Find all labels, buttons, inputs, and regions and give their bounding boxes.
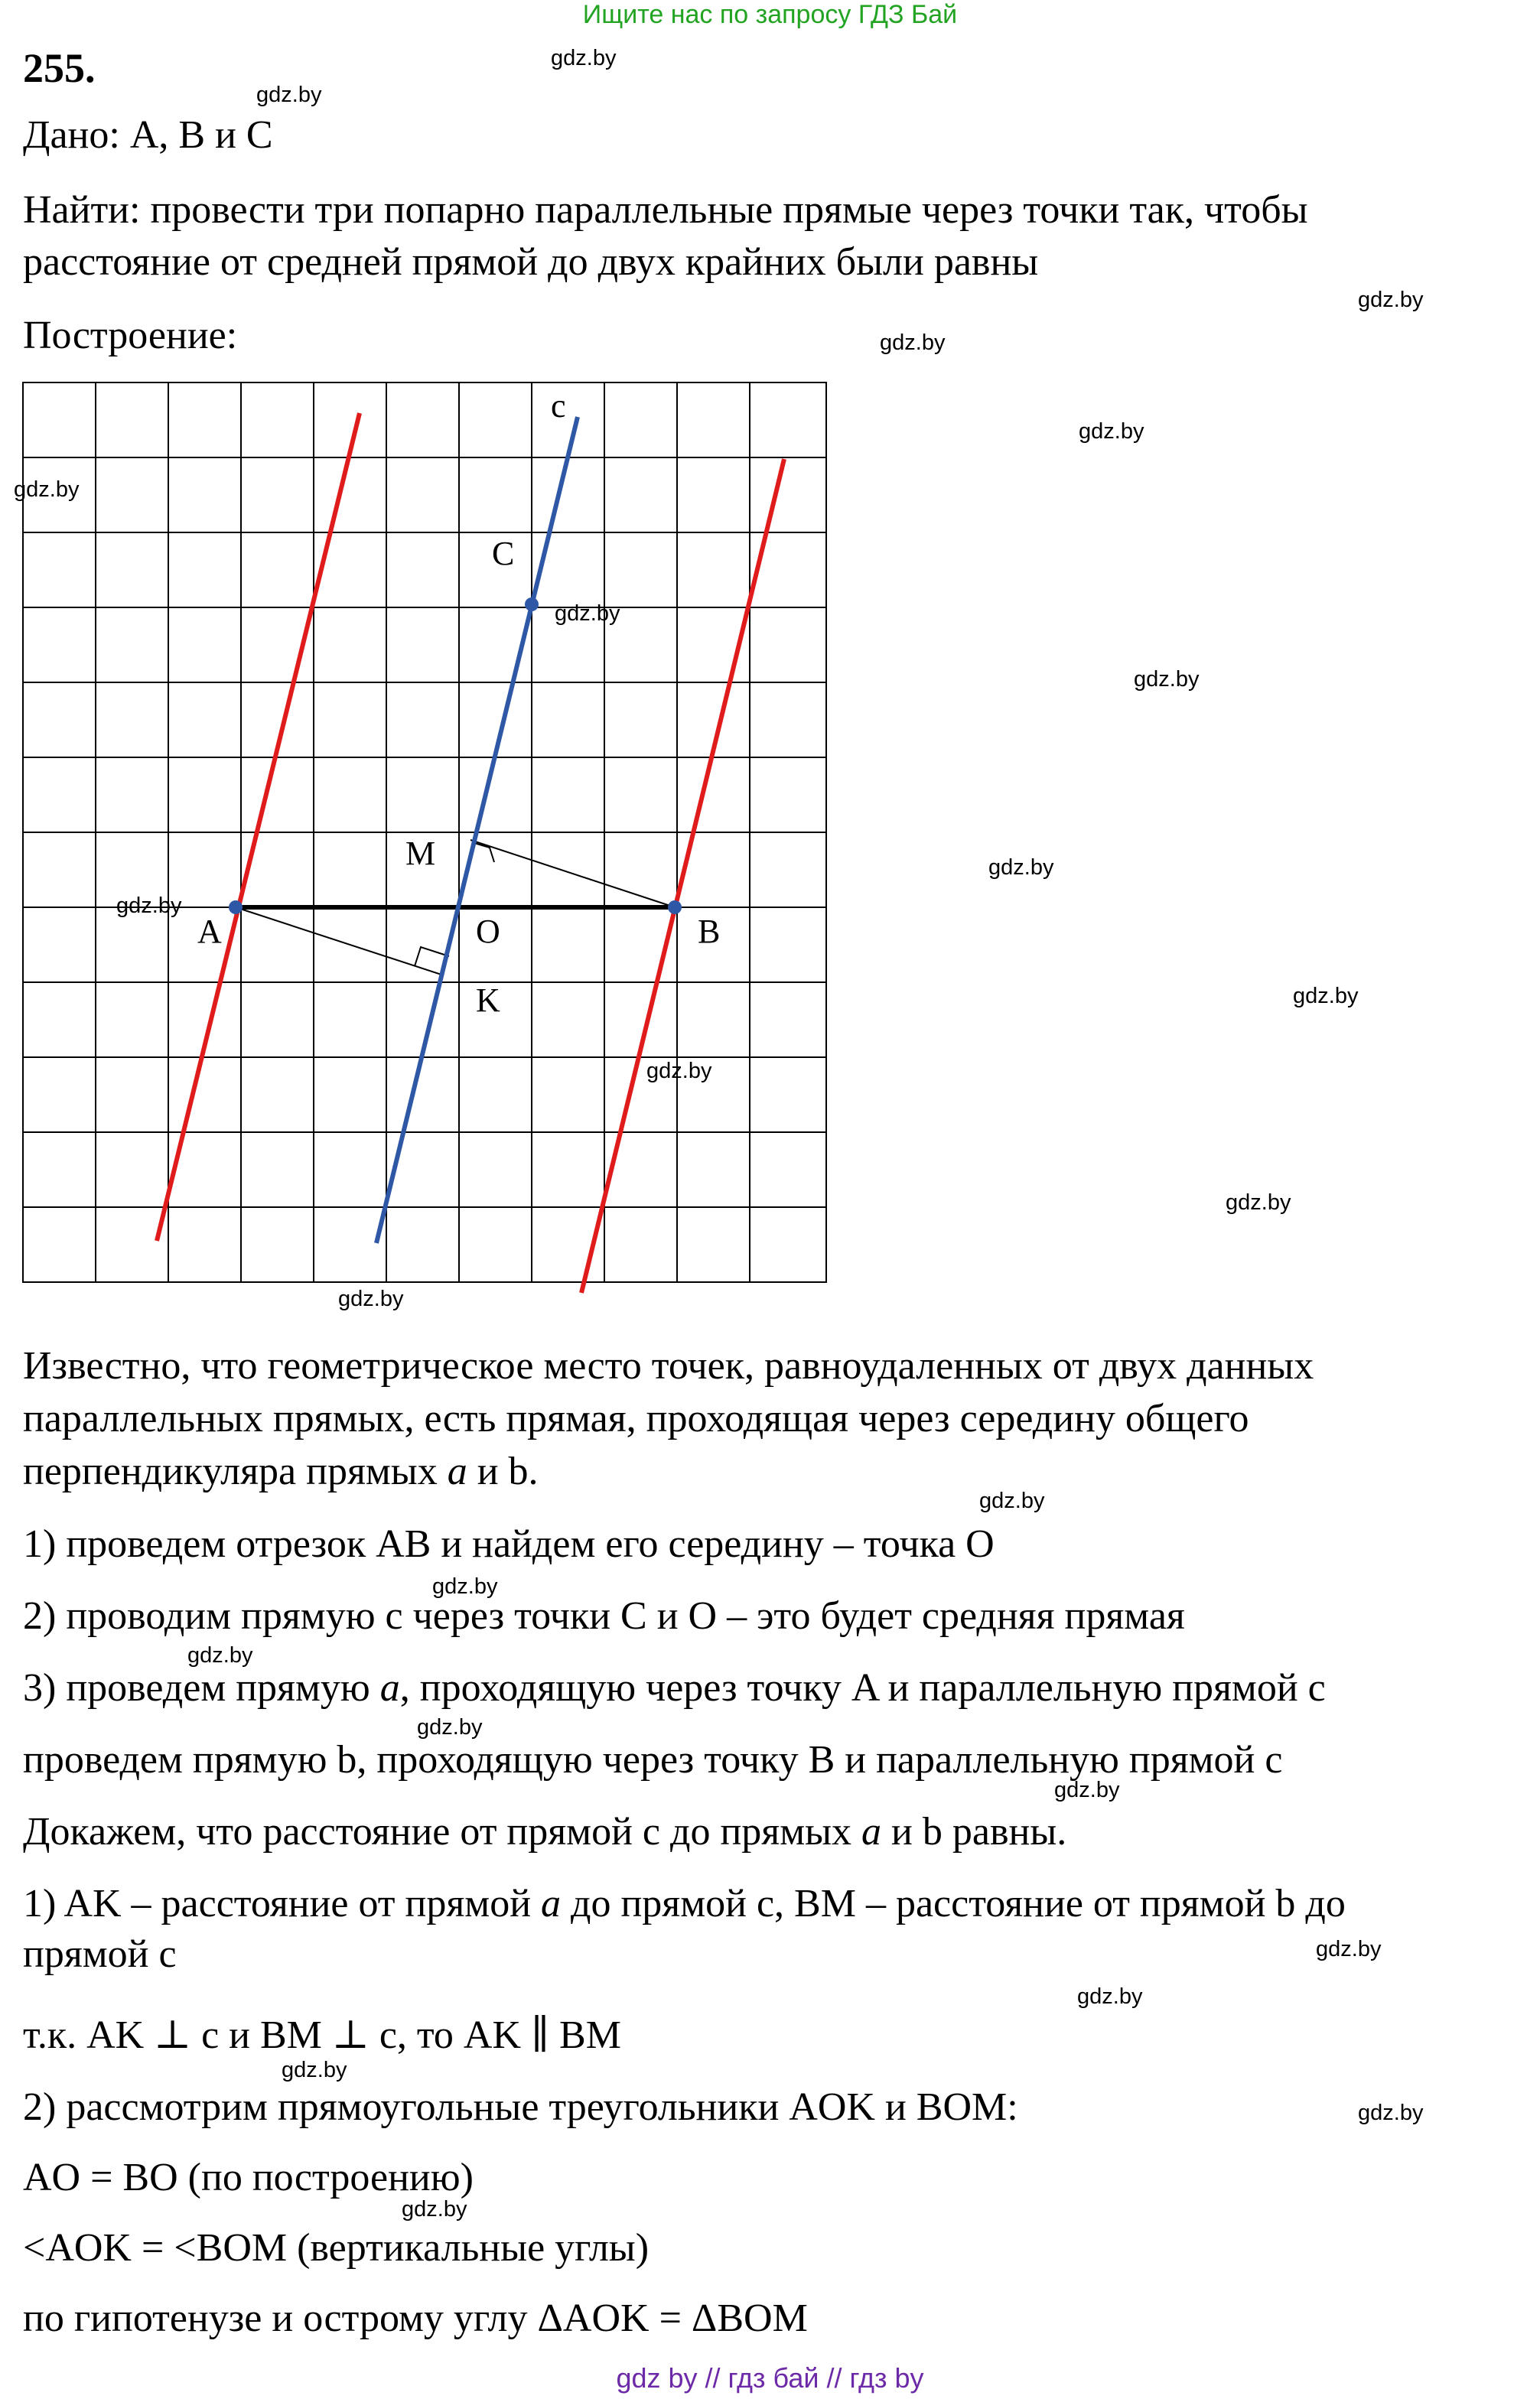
watermark: gdz.by [282, 2058, 347, 2082]
grid [23, 382, 826, 1282]
line-a [157, 413, 360, 1241]
proof-2: 2) рассмотрим прямоугольные треугольники AOK и BOM: [23, 2085, 1018, 2129]
prove-part-b: и b равны. [881, 1810, 1067, 1854]
proof-angles: <AOK = <BOM (вертикальные углы) [23, 2226, 650, 2270]
label-m: M [405, 835, 436, 872]
proof-conclusion: по гипотенузе и острому углу ΔAOK = ΔBOM [23, 2296, 808, 2340]
label-a: A [197, 913, 222, 950]
watermark: gdz.by [1134, 667, 1200, 692]
watermark: gdz.by [880, 330, 946, 355]
watermark: gdz.by [1077, 1984, 1143, 2009]
label-o: O [476, 913, 500, 950]
line-b [581, 459, 784, 1293]
search-note: Ищите нас по запросу ГДЗ Бай [582, 0, 958, 29]
proof-ao-bo: AO = BO (по построению) [23, 2156, 474, 2199]
segment-bm [470, 840, 675, 907]
label-b: B [698, 913, 721, 950]
paragraph-line-3 [23, 1448, 539, 1496]
p1-italic: a [447, 1450, 467, 1493]
watermark: gdz.by [551, 46, 617, 70]
right-angle-m [474, 843, 494, 862]
watermark: gdz.by [979, 1489, 1045, 1513]
watermark: gdz.by [1358, 288, 1424, 312]
proof-1-line-2: прямой c [23, 1932, 177, 1976]
prove-part-a: Докажем, что расстояние от прямой c до прямых [23, 1810, 862, 1854]
step-3 [23, 1665, 1326, 1712]
line-c [376, 417, 578, 1243]
label-c: c [551, 387, 566, 425]
watermark: gdz.by [187, 1643, 253, 1668]
prove-italic: a [861, 1810, 882, 1854]
watermark: gdz.by [1293, 984, 1359, 1008]
given-line: Дано: А, В и С [23, 113, 273, 157]
point-b [668, 900, 682, 914]
watermark: gdz.by [1316, 1937, 1382, 1961]
find-line-2: расстояние от средней прямой до двух крайних были равны [23, 240, 1039, 284]
point-c [525, 597, 539, 611]
watermark: gdz.by [338, 1287, 404, 1311]
problem-number: 255. [23, 45, 96, 91]
watermark: gdz.by [432, 1574, 498, 1599]
p1-part-b: и b. [467, 1450, 539, 1493]
s3-part-b: , проходящую через точку A и параллельную прямой c [399, 1666, 1326, 1710]
segment-ak [236, 907, 444, 975]
watermark: gdz.by [1358, 2101, 1424, 2125]
watermark: gdz.by [402, 2197, 467, 2222]
watermark: gdz.by [646, 1059, 712, 1083]
s3-part-a: 3) проведем прямую [23, 1666, 380, 1710]
watermark: gdz.by [417, 1715, 483, 1740]
paragraph-line-1: Известно, что геометрическое место точек, равноудаленных от двух данных [23, 1344, 1314, 1388]
step-4: проведем прямую b, проходящую через точку B и параллельную прямой c [23, 1738, 1283, 1782]
d1-part-a: 1) AK – расстояние от прямой [23, 1882, 542, 1925]
watermark: gdz.by [555, 601, 620, 626]
watermark: gdz.by [256, 83, 322, 107]
watermark: gdz.by [116, 894, 182, 918]
proof-1-line-1 [23, 1880, 1346, 1928]
paragraph-line-2: параллельных прямых, есть прямая, проходящая через середину общего [23, 1397, 1249, 1440]
p1-part-a: перпендикуляра прямых [23, 1450, 448, 1493]
step-1: 1) проведем отрезок AB и найдем его середину – точка O [23, 1522, 995, 1566]
label-k: K [476, 981, 500, 1019]
watermark: gdz.by [1226, 1190, 1291, 1215]
footer-links[interactable]: gdz by // гдз бай // гдз by [616, 2362, 924, 2394]
d1-part-b: до прямой c, BM – расстояние от прямой b до [561, 1882, 1346, 1925]
watermark: gdz.by [988, 855, 1054, 880]
proof-perpendicular: т.к. AK ⊥ c и BM ⊥ c, то AK ∥ BM [23, 2013, 621, 2057]
prove-heading [23, 1808, 1066, 1856]
s3-italic: a [379, 1666, 400, 1710]
watermark: gdz.by [1079, 419, 1144, 444]
d1-italic: a [541, 1882, 562, 1925]
find-line-1: Найти: провести три попарно параллельные прямые через точки так, чтобы [23, 188, 1308, 232]
watermark: gdz.by [1054, 1778, 1120, 1802]
label-point-c: C [492, 535, 515, 572]
watermark: gdz.by [14, 477, 80, 502]
step-2: 2) проводим прямую c через точки C и O – это будет средняя прямая [23, 1594, 1185, 1638]
point-a [229, 900, 243, 914]
construction-heading: Построение: [23, 314, 238, 357]
